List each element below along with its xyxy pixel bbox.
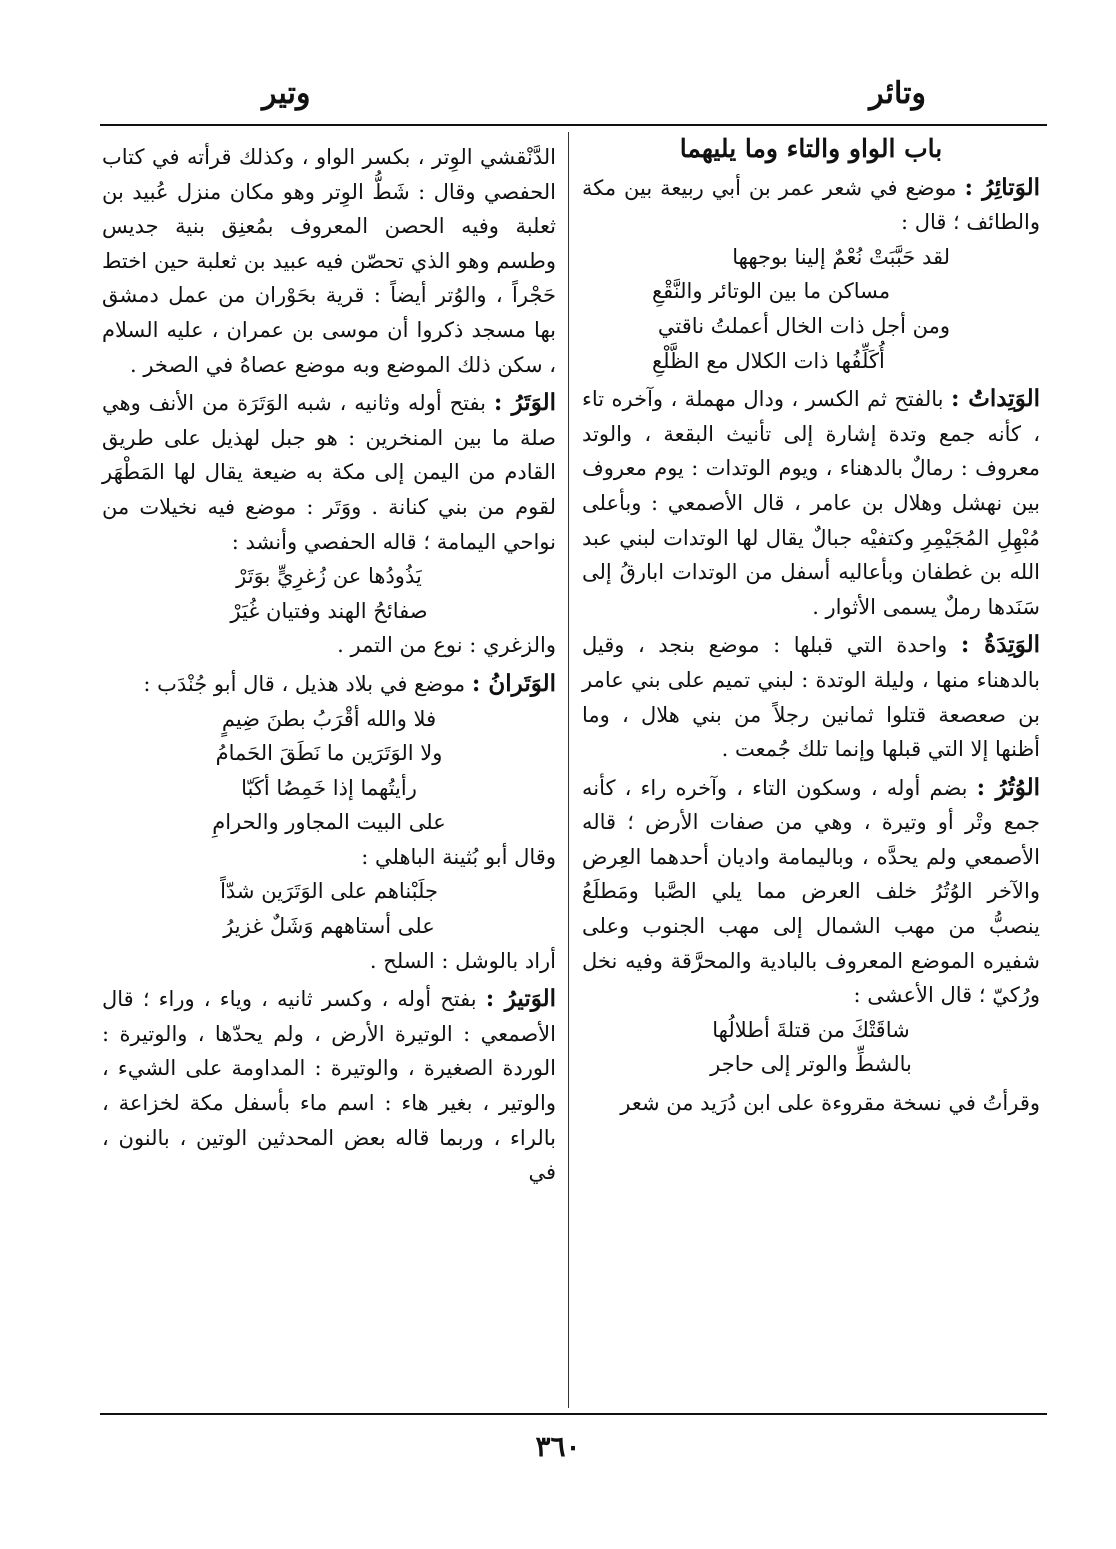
headword: الوَتِداتُ : — [950, 385, 1040, 413]
verse-line: مساكن ما بين الوتائر والنَّقْعِ — [652, 279, 891, 304]
entry-watidat — [582, 382, 1040, 624]
section-title: باب الواو والتاء وما يليهما — [679, 134, 943, 163]
left-column — [102, 140, 556, 1190]
entry-text: واحدة التي قبلها : موضع بنجد ، وقيل بالدهناء منها ، وليلة الوتدة : لبني تميم على بني عامر بن صعصعة قتلوا ثمانين رجلاً من بني هلال ، وما أظنها إلا التي قبلها وإنما تلك جُمعت . — [582, 633, 1040, 762]
entry-text: بفتح أوله ، وكسر ثانيه ، وياء ، وراء ؛ قال الأصمعي : الوتيرة الأرض ، ولم يحدّها ، والوتيرة : الوردة الصغيرة ، والوتيرة : المداومة على الشيء ، والوتير ، بغير هاء : اسم ماء بأسفل مكة لخزاعة ، بالراء ، وربما قاله بعض المحدثين الوتين ، بالنون ، في — [102, 987, 556, 1185]
headword: الوَتِدَةُ : — [960, 631, 1040, 659]
entry-text: موضع في شعر عمر بن أبي ربيعة بين مكة والطائف ؛ قال : — [582, 175, 1040, 235]
verse-line: فلا والله أقْرَبُ بطنَ ضِيمٍ — [221, 706, 437, 731]
entry-text: بالفتح ثم الكسر ، ودال مهملة ، وآخره تاء ، كأنه جمع وتدة إشارة إلى تأنيث البقعة ، والوتد معروف : رمالٌ بالدهناء ، ويوم الوتدات : يوم معروف بين نهشل وهلال بن عامر ، قال الأصمعي : وبأعلى مُبْهِلِ المُجَيْمِرِ وكتفيْه جبالٌ يقال لها الوتدات لبني عبد الله بن غطفان وبأعاليه أسفل من الوتدات ابارقُ إلى سَنَدها رملٌ يسمى الأثوار . — [582, 387, 1040, 619]
entry-text: بفتح أوله وثانيه ، شبه الوَتَرَة من الأنف وهي صلة ما بين المنخرين : هو جبل لهذيل على طريق القادم من اليمن إلى مكة به ضيعة يقال لها المَطْهَر لقوم من بني كنانة . ووَتَر : موضع فيه نخيلات من نواحي اليمامة ؛ قاله الحفصي وأنشد : — [102, 391, 556, 554]
headword: الوَتائِرُ : — [964, 173, 1040, 201]
verse-line: رأيتُهما إذا خَمِصُا أكَبّا — [241, 775, 417, 800]
entry-watir — [102, 982, 556, 1190]
verse-line: لقد حَبَّبَتْ نُعْمٌ إلينا بوجهها — [732, 244, 950, 269]
entry-watar — [102, 386, 556, 559]
running-header-left: وتير — [262, 76, 311, 111]
entry-watida — [582, 628, 1040, 766]
headword: الوَتَرانُ : — [471, 669, 556, 697]
verse-line: بالشطِّ والوتر إلى حاجر — [710, 1052, 912, 1077]
entry-text-continued: وقال أبو بُثينة الباهلي : — [361, 844, 556, 869]
verse-line: على البيت المجاور والحرامِ — [212, 810, 446, 835]
headword: الوُتُرُ : — [976, 773, 1040, 801]
running-header-right: وتائر — [869, 76, 926, 111]
entry-text-continued: وقرأتُ في نسخة مقروءة على ابن دُرَيد من شعر — [620, 1091, 1040, 1116]
entry-text-continued: والزغري : نوع من التمر . — [337, 633, 556, 658]
entry-wataran — [102, 667, 556, 702]
verse-line: صفائحُ الهند وفتيان غُيَرْ — [230, 598, 428, 623]
entry-watair — [582, 171, 1040, 240]
entry-wutur — [582, 771, 1040, 1013]
entry-text: موضع في بلاد هذيل ، قال أبو جُنْدَب : — [143, 671, 466, 696]
right-column — [582, 132, 1040, 1121]
entry-text-continued: أراد بالوشل : السلح . — [369, 948, 556, 973]
verse-line: شاقَتْكَ من قتلةَ أطلالُها — [712, 1017, 910, 1042]
verse-line: جلَبْناهم على الوَتَرَين شدّاً — [220, 879, 438, 904]
bottom-rule — [100, 1413, 1047, 1415]
verse-line: أُكَلِّفُها ذات الكلال مع الظَّلْعِ — [652, 348, 885, 373]
verse-line: ولا الوَتَرَين ما نَطَقَ الحَمامُ — [215, 741, 443, 766]
headword: الوَتَرُ : — [493, 389, 556, 417]
column-divider — [568, 132, 569, 1408]
headword: الوَتيرُ : — [485, 985, 556, 1013]
verse-line: ومن أجل ذات الخال أعملتُ ناقتي — [657, 313, 950, 338]
continued-paragraph: الدَّنْقشي الوِتر ، بكسر الواو ، وكذلك قرأته في كتاب الحفصي وقال : شَطُّ الوِتر وهو مكان منزل عُبيد بن ثعلبة وفيه الحصن المعروف بمُعنِق بنية جديس وطسم وهو الذي تحصّن فيه عبيد بن ثعلبة حين اختط حَجْراً ، والوُتر أيضاً : قرية بحَوْران من عمل دمشق بها مسجد ذكروا أن موسى بن عمران ، عليه السلام ، سكن ذلك الموضع وبه موضع عصاهُ في الصخر . — [102, 145, 556, 377]
verse-line: على أستاههم وَشَلٌ غزيرُ — [223, 914, 435, 939]
page-number: ٣٦٠ — [535, 1430, 581, 1463]
verse-line: يَذُودُها عن زُغرِيٍّ بوَتَرْ — [236, 564, 422, 589]
entry-text: بضم أوله ، وسكون التاء ، وآخره راء ، كأنه جمع وتْر أو وتيرة ، وهي من صفات الأرض ؛ قاله الأصمعي ولم يحدَّه ، وباليمامة واديان أحدهما العِرض والآخر الوُتُرُ خلف العرض مما يلي الصَّبا ومَطلَعُ ينصبُّ من مهب الشمال إلى مهب الجنوب وعلى شفيره الموضع المعروف بالبادية والمحرَّقة وفيه نخل ورُكيّ ؛ قال الأعشى : — [582, 775, 1040, 1008]
top-rule — [100, 124, 1047, 126]
